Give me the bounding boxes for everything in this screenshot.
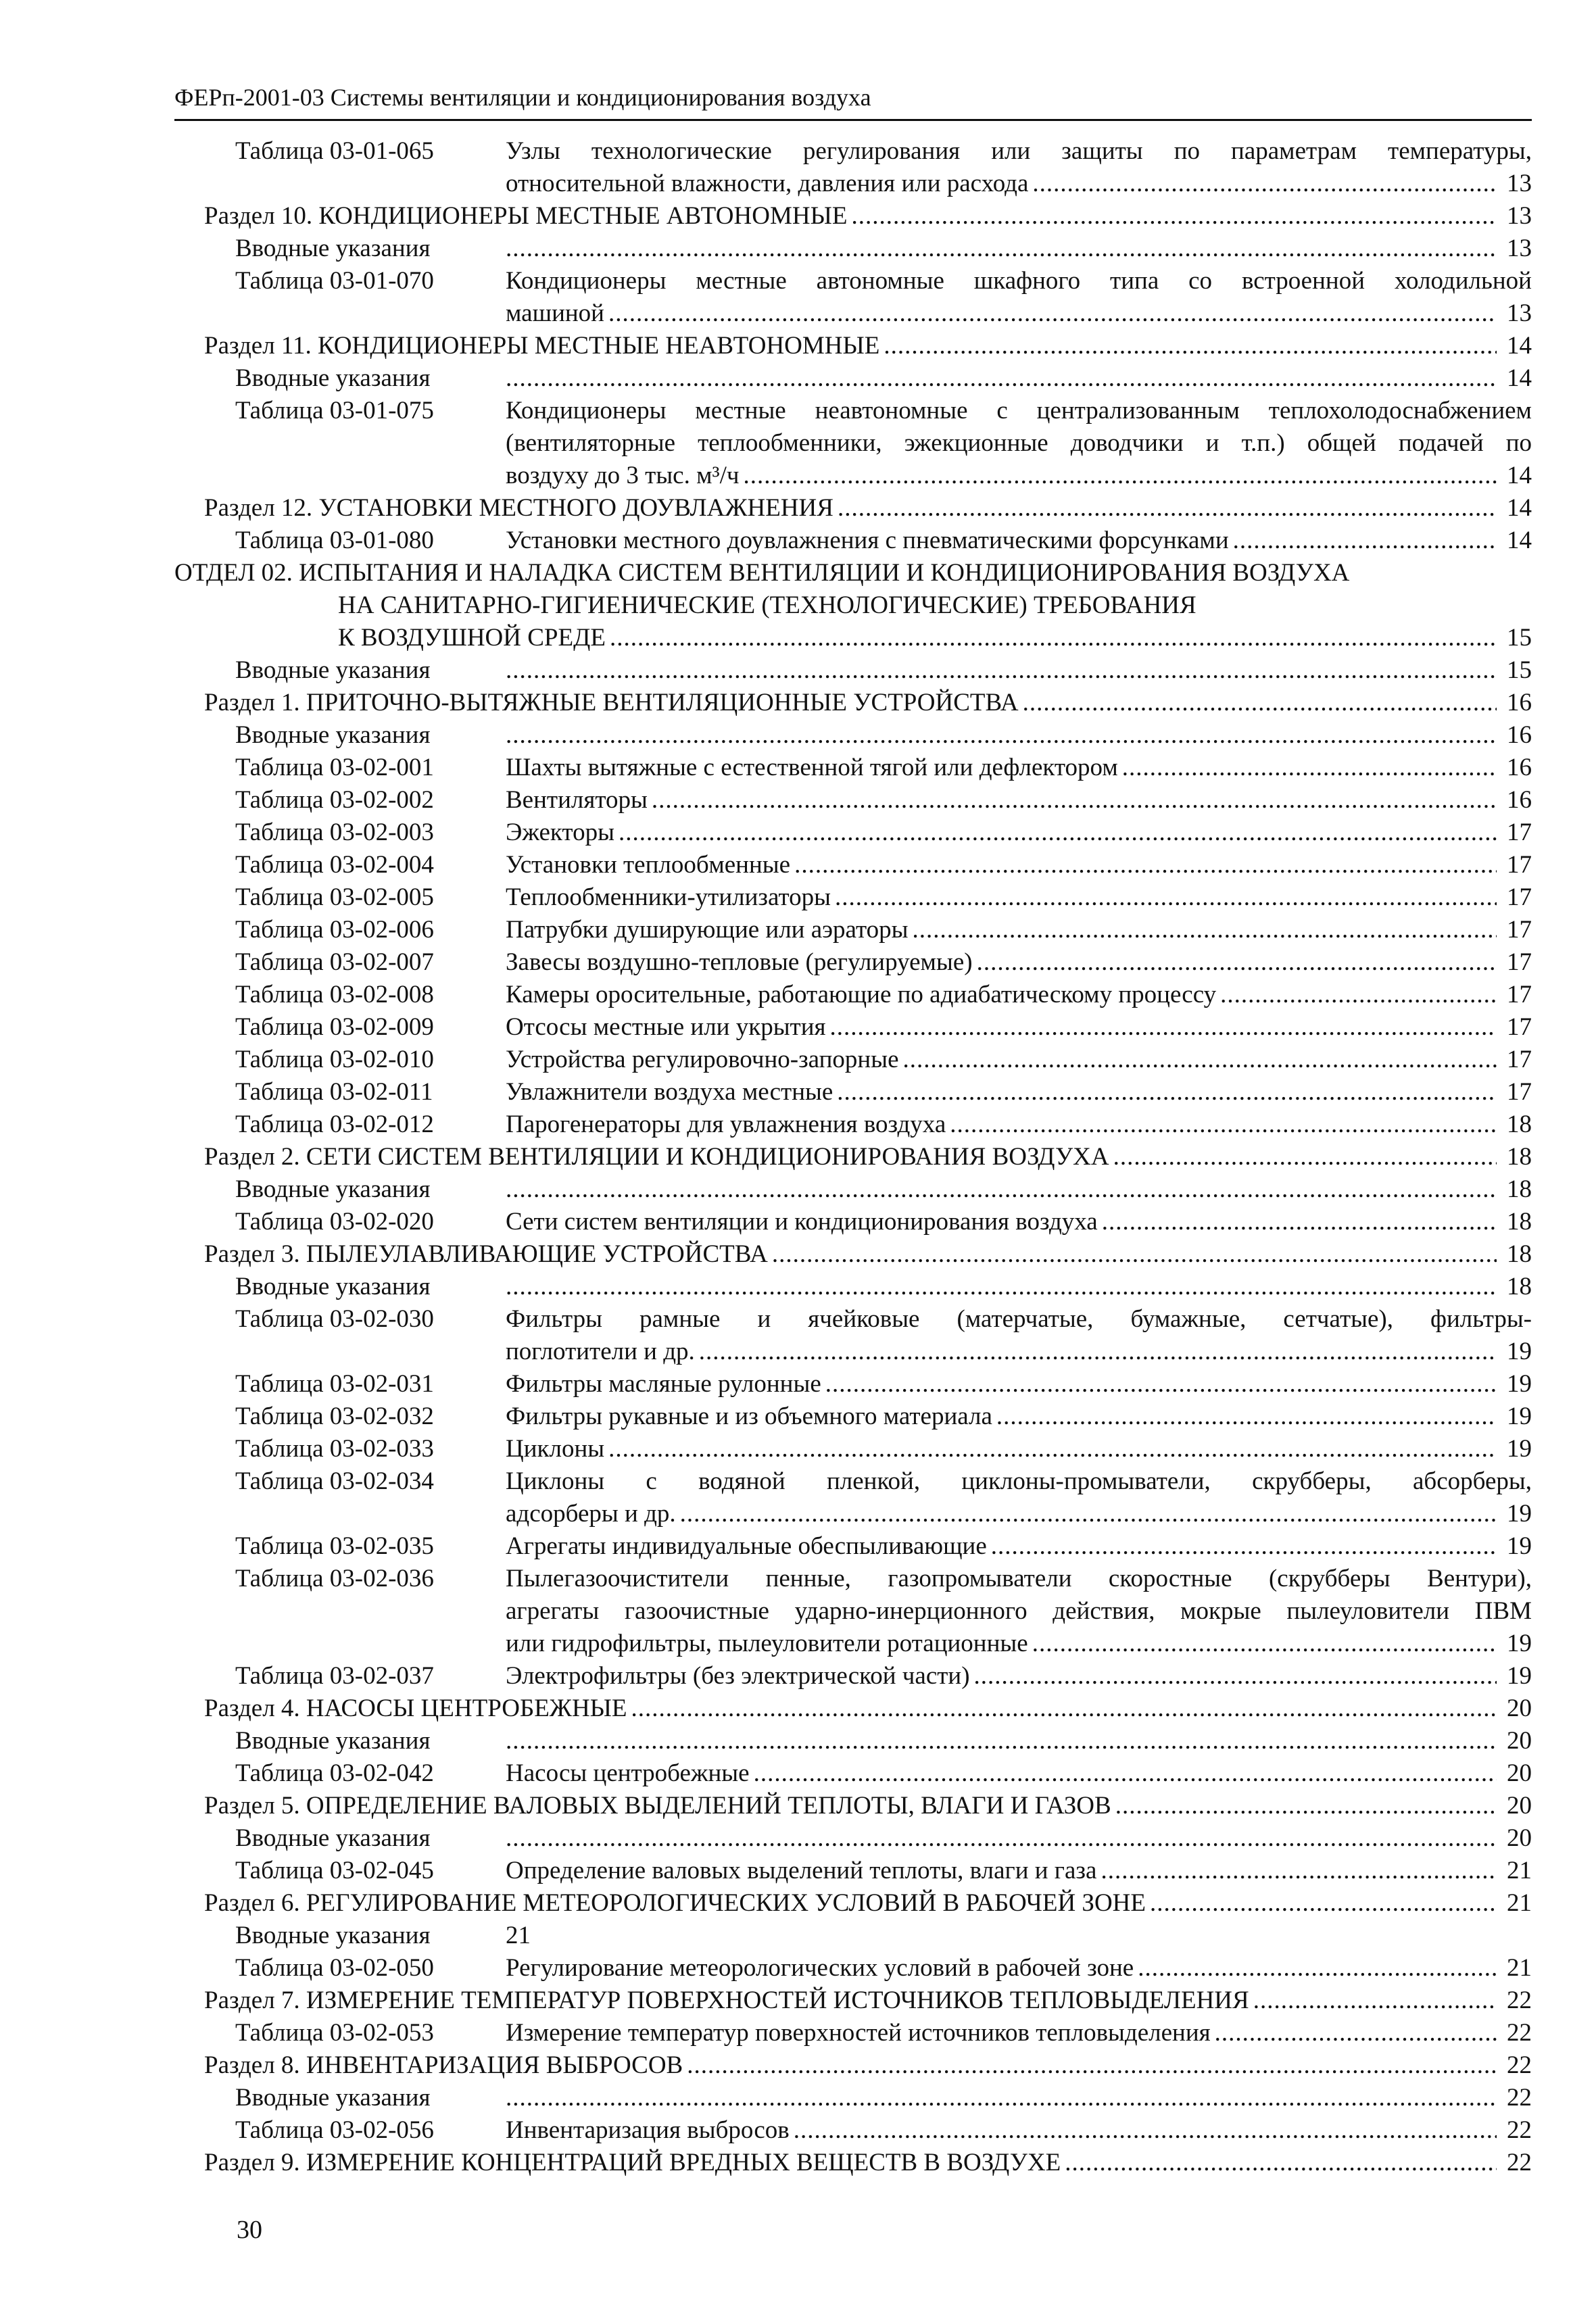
toc-page-number: 16 xyxy=(1507,786,1532,814)
toc-entry-label: Таблица 03-01-075 xyxy=(235,397,434,424)
toc-entry[interactable] xyxy=(0,1368,1532,1400)
toc-entry-label: Вводные указания xyxy=(235,364,431,392)
toc-page-number: 15 xyxy=(1507,656,1532,684)
toc-entry-label: Таблица 03-02-031 xyxy=(235,1370,434,1398)
toc-entry-label: Таблица 03-02-050 xyxy=(235,1954,434,1982)
toc-entry[interactable] xyxy=(0,557,1532,589)
toc-page-number: 19 xyxy=(1507,1630,1532,1657)
toc-page-number: 14 xyxy=(1507,527,1532,554)
toc-entry-title: Фильтры масляные рулонные xyxy=(506,1370,821,1398)
toc-entry-label: Таблица 03-02-005 xyxy=(235,883,434,911)
toc-entry[interactable] xyxy=(0,1660,1532,1692)
toc-page-number: 18 xyxy=(1507,1208,1532,1236)
toc-entry-title: Раздел 10. КОНДИЦИОНЕРЫ МЕСТНЫЕ АВТОНОМНЫЕ xyxy=(204,202,848,230)
toc-page-number: 17 xyxy=(1507,819,1532,846)
toc-entry-title: ОТДЕЛ 02. ИСПЫТАНИЯ И НАЛАДКА СИСТЕМ ВЕНТИЛЯЦИИ И КОНДИЦИОНИРОВАНИЯ ВОЗДУХА xyxy=(174,559,1350,587)
toc-leader-dots xyxy=(1150,1887,1497,1920)
toc-entry-title: Фильтры рамные и ячейковые (матерчатые, бумажные, сетчатые), фильтры- xyxy=(506,1305,1532,1333)
toc-entry-title: Насосы центробежные xyxy=(506,1759,750,1787)
toc-leader-dots xyxy=(754,1757,1497,1790)
toc-entry[interactable] xyxy=(0,1757,1532,1790)
toc-page-number: 13 xyxy=(1507,202,1532,230)
toc-entry-label: Таблица 03-02-012 xyxy=(235,1111,434,1138)
toc-entry-title: Кондиционеры местные автономные шкафного типа со встроенной холодильной xyxy=(506,267,1532,295)
toc-entry-label: Вводные указания xyxy=(235,235,431,262)
toc-leader-dots xyxy=(680,1498,1497,1530)
toc-entry-title: Раздел 11. КОНДИЦИОНЕРЫ МЕСТНЫЕ НЕАВТОНОМНЫЕ xyxy=(204,332,880,360)
toc-leader-dots xyxy=(1115,1790,1497,1822)
header-rule xyxy=(174,119,1532,121)
toc-entry[interactable] xyxy=(0,1952,1532,1984)
toc-entry[interactable] xyxy=(0,654,1532,687)
toc-leader-dots xyxy=(1032,168,1497,200)
toc-leader-dots xyxy=(608,1433,1497,1465)
toc-entry[interactable] xyxy=(0,1141,1532,1173)
toc-entry[interactable] xyxy=(0,914,1532,946)
toc-entry-label: Таблица 03-02-053 xyxy=(235,2019,434,2047)
toc-leader-dots xyxy=(1138,1952,1497,1984)
toc-entry[interactable] xyxy=(0,1011,1532,1044)
toc-entry-label: Таблица 03-02-003 xyxy=(235,819,434,846)
toc-entry-title: Регулирование метеорологических условий в рабочей зоне xyxy=(506,1954,1134,1982)
toc-page-number: 14 xyxy=(1507,364,1532,392)
toc-entry-label: Таблица 03-02-037 xyxy=(235,1662,434,1690)
toc-page-number: 20 xyxy=(1507,1695,1532,1722)
toc-page-number: 19 xyxy=(1507,1370,1532,1398)
toc-entry-title: Циклоны xyxy=(506,1435,605,1463)
toc-page-number: 22 xyxy=(1507,1987,1532,2014)
toc-entry[interactable] xyxy=(0,687,1532,719)
toc-leader-dots xyxy=(794,2114,1497,2147)
toc-page-number: 20 xyxy=(1507,1792,1532,1820)
toc-entry-label: Таблица 03-01-080 xyxy=(235,527,434,554)
toc-page-number: 13 xyxy=(1507,170,1532,197)
toc-entry-label: Таблица 03-02-010 xyxy=(235,1046,434,1073)
toc-entry-title: Раздел 4. НАСОСЫ ЦЕНТРОБЕЖНЫЕ xyxy=(204,1695,627,1722)
toc-entry-label: Таблица 03-02-009 xyxy=(235,1013,434,1041)
toc-page-number: 13 xyxy=(1507,299,1532,327)
toc-entry-title: Раздел 3. ПЫЛЕУЛАВЛИВАЮЩИЕ УСТРОЙСТВА xyxy=(204,1240,768,1268)
toc-leader-dots xyxy=(830,1011,1497,1044)
toc-leader-dots xyxy=(506,2082,1497,2114)
toc-page-number: 17 xyxy=(1507,981,1532,1008)
toc-entry[interactable] xyxy=(0,1173,1532,1206)
toc-page-number: 14 xyxy=(1507,332,1532,360)
toc-entry-title: К ВОЗДУШНОЙ СРЕДЕ xyxy=(338,624,606,652)
toc-entry[interactable] xyxy=(0,168,1532,200)
toc-entry[interactable] xyxy=(0,1563,1532,1595)
toc-entry-title: 21 xyxy=(506,1922,531,1949)
toc-entry-title: Парогенераторы для увлажнения воздуха xyxy=(506,1111,946,1138)
toc-entry[interactable] xyxy=(0,1920,1532,1952)
toc-entry-title: Патрубки душирующие или аэраторы xyxy=(506,916,909,944)
toc-entry-title: Отсосы местные или укрытия xyxy=(506,1013,826,1041)
toc-page-number: 21 xyxy=(1507,1889,1532,1917)
toc-leader-dots xyxy=(991,1530,1497,1563)
toc-page-number: 15 xyxy=(1507,624,1532,652)
toc-entry[interactable] xyxy=(0,460,1532,492)
toc-page-number: 16 xyxy=(1507,721,1532,749)
toc-entry[interactable] xyxy=(0,1790,1532,1822)
toc-leader-dots xyxy=(506,1822,1497,1855)
toc-entry-label: Таблица 03-01-070 xyxy=(235,267,434,295)
toc-entry-title: относительной влажности, давления или расхода xyxy=(506,170,1029,197)
toc-entry-title: Эжекторы xyxy=(506,819,614,846)
toc-entry-title: поглотители и др. xyxy=(506,1338,695,1365)
toc-entry-label: Вводные указания xyxy=(235,721,431,749)
toc-entry-label: Таблица 03-02-034 xyxy=(235,1467,434,1495)
toc-page-number: 17 xyxy=(1507,1013,1532,1041)
toc-entry[interactable] xyxy=(0,1433,1532,1465)
toc-entry-title: Раздел 5. ОПРЕДЕЛЕНИЕ ВАЛОВЫХ ВЫДЕЛЕНИЙ ТЕПЛОТЫ, ВЛАГИ И ГАЗОВ xyxy=(204,1792,1111,1820)
toc-entry[interactable] xyxy=(0,979,1532,1011)
toc-page-number: 18 xyxy=(1507,1143,1532,1171)
toc-page-number: 17 xyxy=(1507,948,1532,976)
toc-leader-dots xyxy=(950,1108,1497,1141)
toc-leader-dots xyxy=(608,297,1497,330)
toc-leader-dots xyxy=(687,2049,1497,2082)
toc-entry[interactable] xyxy=(0,1822,1532,1855)
toc-leader-dots xyxy=(506,362,1497,395)
toc-entry-label: Таблица 03-02-035 xyxy=(235,1532,434,1560)
toc-entry-title: Установки теплообменные xyxy=(506,851,791,879)
toc-entry-label: Вводные указания xyxy=(235,1922,431,1949)
toc-page-number: 22 xyxy=(1507,2084,1532,2112)
toc-page-number: 19 xyxy=(1507,1532,1532,1560)
toc-entry[interactable] xyxy=(0,200,1532,233)
toc-entry[interactable] xyxy=(0,2017,1532,2049)
toc-leader-dots xyxy=(974,1660,1497,1692)
toc-entry-label: Таблица 03-02-004 xyxy=(235,851,434,879)
toc-entry[interactable] xyxy=(0,1206,1532,1238)
toc-entry[interactable] xyxy=(0,1984,1532,2017)
toc-entry-title: Раздел 8. ИНВЕНТАРИЗАЦИЯ ВЫБРОСОВ xyxy=(204,2051,683,2079)
toc-page-number: 20 xyxy=(1507,1759,1532,1787)
toc-leader-dots xyxy=(652,784,1497,817)
toc-entry-title: Установки местного доувлажнения с пневматическими форсунками xyxy=(506,527,1229,554)
toc-entry[interactable] xyxy=(0,946,1532,979)
toc-leader-dots xyxy=(1220,979,1497,1011)
toc-entry-title: Электрофильтры (без электрической части) xyxy=(506,1662,970,1690)
toc-page-number: 14 xyxy=(1507,462,1532,489)
toc-entry-label: Таблица 03-02-001 xyxy=(235,754,434,781)
toc-page-number: 17 xyxy=(1507,916,1532,944)
toc-page-number: 22 xyxy=(1507,2149,1532,2176)
toc-entry[interactable] xyxy=(0,2082,1532,2114)
toc-leader-dots xyxy=(851,200,1497,233)
toc-page-number: 19 xyxy=(1507,1662,1532,1690)
toc-entry-title: Кондиционеры местные неавтономные с централизованным теплохолодоснабжением xyxy=(506,397,1532,424)
toc-entry[interactable] xyxy=(0,1498,1532,1530)
toc-page-number: 16 xyxy=(1507,689,1532,716)
toc-page-number: 18 xyxy=(1507,1240,1532,1268)
toc-entry-title: Раздел 12. УСТАНОВКИ МЕСТНОГО ДОУВЛАЖНЕНИЯ xyxy=(204,494,833,522)
toc-entry-title: адсорберы и др. xyxy=(506,1500,676,1528)
toc-entry-title: Устройства регулировочно-запорные xyxy=(506,1046,899,1073)
toc-entry-label: Вводные указания xyxy=(235,1727,431,1755)
toc-leader-dots xyxy=(977,946,1497,979)
toc-entry[interactable] xyxy=(0,817,1532,849)
toc-entry[interactable] xyxy=(0,1628,1532,1660)
toc-leader-dots xyxy=(506,1173,1497,1206)
toc-entry[interactable] xyxy=(0,1238,1532,1271)
toc-entry[interactable] xyxy=(0,1400,1532,1433)
toc-leader-dots xyxy=(744,460,1497,492)
toc-page-number: 17 xyxy=(1507,883,1532,911)
toc-entry-title: Инвентаризация выбросов xyxy=(506,2116,790,2144)
toc-leader-dots xyxy=(1065,2147,1497,2179)
toc-page-number: 18 xyxy=(1507,1111,1532,1138)
toc-entry-title: Шахты вытяжные с естественной тягой или дефлектором xyxy=(506,754,1118,781)
toc-entry-title: Теплообменники-утилизаторы xyxy=(506,883,831,911)
toc-entry[interactable] xyxy=(0,1530,1532,1563)
toc-entry[interactable] xyxy=(0,2114,1532,2147)
toc-entry-title: Циклоны с водяной пленкой, циклоны-промыватели, скрубберы, абсорберы, xyxy=(506,1467,1532,1495)
toc-entry-title: Увлажнители воздуха местные xyxy=(506,1078,833,1106)
toc-leader-dots xyxy=(996,1400,1497,1433)
toc-entry-title: воздуху до 3 тыс. м³/ч xyxy=(506,462,740,489)
toc-leader-dots xyxy=(884,330,1497,362)
toc-leader-dots xyxy=(506,1271,1497,1303)
toc-leader-dots xyxy=(1233,525,1497,557)
toc-entry-label: Таблица 03-02-020 xyxy=(235,1208,434,1236)
toc-entry[interactable] xyxy=(0,330,1532,362)
toc-leader-dots xyxy=(794,849,1497,881)
toc-entry-title: Раздел 6. РЕГУЛИРОВАНИЕ МЕТЕОРОЛОГИЧЕСКИХ УСЛОВИЙ В РАБОЧЕЙ ЗОНЕ xyxy=(204,1889,1146,1917)
toc-entry-label: Таблица 03-02-033 xyxy=(235,1435,434,1463)
toc-leader-dots xyxy=(1253,1984,1497,2017)
toc-entry-title: Завесы воздушно-тепловые (регулируемые) xyxy=(506,948,973,976)
toc-leader-dots xyxy=(913,914,1497,946)
toc-leader-dots xyxy=(835,881,1497,914)
running-header: ФЕРп-2001-03 Системы вентиляции и кондиционирования воздуха xyxy=(174,84,871,111)
toc-entry[interactable] xyxy=(0,2049,1532,2082)
toc-page-number: 21 xyxy=(1507,1954,1532,1982)
toc-page-number: 21 xyxy=(1507,1857,1532,1884)
toc-entry[interactable] xyxy=(0,1303,1532,1336)
toc-entry-label: Таблица 03-02-007 xyxy=(235,948,434,976)
toc-entry-label: Таблица 03-01-065 xyxy=(235,137,434,165)
toc-entry-title: Фильтры рукавные и из объемного материала xyxy=(506,1403,992,1430)
toc-leader-dots xyxy=(1122,752,1497,784)
toc-entry-label: Таблица 03-02-042 xyxy=(235,1759,434,1787)
toc-entry[interactable] xyxy=(0,784,1532,817)
toc-leader-dots xyxy=(619,817,1497,849)
toc-entry-label: Таблица 03-02-006 xyxy=(235,916,434,944)
toc-page-number: 20 xyxy=(1507,1727,1532,1755)
page-number: 30 xyxy=(237,2216,262,2244)
toc-entry[interactable] xyxy=(0,1595,1532,1628)
toc-entry-title: Пылегазоочистители пенные, газопромыватели скоростные (скрубберы Вентури), xyxy=(506,1565,1532,1592)
toc-leader-dots xyxy=(838,492,1497,525)
toc-page-number: 18 xyxy=(1507,1273,1532,1300)
toc-entry-title: агрегаты газоочистные ударно-инерционного действия, мокрые пылеуловители ПВМ xyxy=(506,1597,1532,1625)
toc-entry-label: Вводные указания xyxy=(235,1824,431,1852)
toc-entry[interactable] xyxy=(0,1336,1532,1368)
toc-entry-title: Раздел 1. ПРИТОЧНО-ВЫТЯЖНЫЕ ВЕНТИЛЯЦИОННЫЕ УСТРОЙСТВА xyxy=(204,689,1019,716)
toc-page-number: 17 xyxy=(1507,1046,1532,1073)
toc-leader-dots xyxy=(1101,1855,1497,1887)
toc-page-number: 16 xyxy=(1507,754,1532,781)
toc-entry-title: или гидрофильтры, пылеуловители ротационные xyxy=(506,1630,1028,1657)
toc-entry[interactable] xyxy=(0,589,1532,622)
toc-leader-dots xyxy=(631,1692,1497,1725)
toc-page-number: 19 xyxy=(1507,1500,1532,1528)
toc-entry-label: Таблица 03-02-008 xyxy=(235,981,434,1008)
toc-leader-dots xyxy=(1102,1206,1497,1238)
toc-page-number: 22 xyxy=(1507,2051,1532,2079)
toc-entry-label: Вводные указания xyxy=(235,1273,431,1300)
toc-entry-label: Таблица 03-02-002 xyxy=(235,786,434,814)
toc-entry[interactable] xyxy=(0,362,1532,395)
toc-leader-dots xyxy=(837,1076,1497,1108)
toc-entry-title: НА САНИТАРНО-ГИГИЕНИЧЕСКИЕ (ТЕХНОЛОГИЧЕСКИЕ) ТРЕБОВАНИЯ xyxy=(338,591,1196,619)
toc-entry-label: Таблица 03-02-011 xyxy=(235,1078,433,1106)
toc-entry-label: Вводные указания xyxy=(235,1175,431,1203)
toc-entry[interactable] xyxy=(0,622,1532,654)
toc-entry-title: Агрегаты индивидуальные обеспыливающие xyxy=(506,1532,987,1560)
toc-entry-title: Определение валовых выделений теплоты, влаги и газа xyxy=(506,1857,1097,1884)
toc-entry-label: Таблица 03-02-056 xyxy=(235,2116,434,2144)
toc-entry[interactable] xyxy=(0,1044,1532,1076)
toc-entry[interactable] xyxy=(0,1108,1532,1141)
toc-entry[interactable] xyxy=(0,849,1532,881)
toc-leader-dots xyxy=(506,654,1497,687)
toc-leader-dots xyxy=(506,1725,1497,1757)
toc-entry[interactable] xyxy=(0,492,1532,525)
toc-entry[interactable] xyxy=(0,1855,1532,1887)
toc-page-number: 14 xyxy=(1507,494,1532,522)
toc-entry-title: Сети систем вентиляции и кондиционирования воздуха xyxy=(506,1208,1098,1236)
toc-entry-label: Таблица 03-02-030 xyxy=(235,1305,434,1333)
toc-entry-title: (вентиляторные теплообменники, эжекционные доводчики и т.п.) общей подачей по xyxy=(506,429,1532,457)
toc-entry-label: Таблица 03-02-036 xyxy=(235,1565,434,1592)
toc-entry[interactable] xyxy=(0,1076,1532,1108)
toc-leader-dots xyxy=(903,1044,1497,1076)
toc-page-number: 19 xyxy=(1507,1403,1532,1430)
toc-entry-label: Таблица 03-02-045 xyxy=(235,1857,434,1884)
toc-leader-dots xyxy=(610,622,1497,654)
toc-entry[interactable] xyxy=(0,297,1532,330)
toc-entry-title: Раздел 2. СЕТИ СИСТЕМ ВЕНТИЛЯЦИИ И КОНДИЦИОНИРОВАНИЯ ВОЗДУХА xyxy=(204,1143,1109,1171)
toc-entry[interactable] xyxy=(0,881,1532,914)
toc-leader-dots xyxy=(825,1368,1497,1400)
toc-leader-dots xyxy=(1215,2017,1497,2049)
toc-entry-label: Вводные указания xyxy=(235,656,431,684)
toc-leader-dots xyxy=(772,1238,1497,1271)
toc-page-number: 17 xyxy=(1507,1078,1532,1106)
toc-entry[interactable] xyxy=(0,525,1532,557)
toc-entry-title: Раздел 9. ИЗМЕРЕНИЕ КОНЦЕНТРАЦИЙ ВРЕДНЫХ ВЕЩЕСТВ В ВОЗДУХЕ xyxy=(204,2149,1061,2176)
toc-entry[interactable] xyxy=(0,1692,1532,1725)
toc-page-number: 18 xyxy=(1507,1175,1532,1203)
toc-page-number: 22 xyxy=(1507,2116,1532,2144)
toc-entry-title: Камеры оросительные, работающие по адиабатическому процессу xyxy=(506,981,1217,1008)
toc-entry-title: машиной xyxy=(506,299,604,327)
toc-entry[interactable] xyxy=(0,135,1532,168)
toc-entry[interactable] xyxy=(0,2147,1532,2179)
toc-entry[interactable] xyxy=(0,1271,1532,1303)
toc-leader-dots xyxy=(699,1336,1497,1368)
toc-page-number: 13 xyxy=(1507,235,1532,262)
toc-leader-dots xyxy=(506,233,1497,265)
toc-entry[interactable] xyxy=(0,752,1532,784)
toc-page-number: 20 xyxy=(1507,1824,1532,1852)
toc-entry-title: Узлы технологические регулирования или защиты по параметрам температуры, xyxy=(506,137,1532,165)
toc-leader-dots xyxy=(1113,1141,1497,1173)
toc-entry-label: Вводные указания xyxy=(235,2084,431,2112)
toc-entry[interactable] xyxy=(0,265,1532,297)
toc-leader-dots xyxy=(506,719,1497,752)
toc-leader-dots xyxy=(1032,1628,1497,1660)
toc-entry[interactable] xyxy=(0,719,1532,752)
toc-entry-title: Измерение температур поверхностей источников тепловыделения xyxy=(506,2019,1211,2047)
toc-entry[interactable] xyxy=(0,1465,1532,1498)
toc-entry[interactable] xyxy=(0,427,1532,460)
toc-leader-dots xyxy=(1023,687,1497,719)
toc-page-number: 17 xyxy=(1507,851,1532,879)
toc-entry-title: Раздел 7. ИЗМЕРЕНИЕ ТЕМПЕРАТУР ПОВЕРХНОСТЕЙ ИСТОЧНИКОВ ТЕПЛОВЫДЕЛЕНИЯ xyxy=(204,1987,1249,2014)
toc-entry[interactable] xyxy=(0,1725,1532,1757)
toc-entry[interactable] xyxy=(0,395,1532,427)
toc-page-number: 19 xyxy=(1507,1435,1532,1463)
toc-entry[interactable] xyxy=(0,1887,1532,1920)
toc-entry-label: Таблица 03-02-032 xyxy=(235,1403,434,1430)
toc-page-number: 19 xyxy=(1507,1338,1532,1365)
toc-entry-title: Вентиляторы xyxy=(506,786,648,814)
toc-page-number: 22 xyxy=(1507,2019,1532,2047)
toc-entry[interactable] xyxy=(0,233,1532,265)
